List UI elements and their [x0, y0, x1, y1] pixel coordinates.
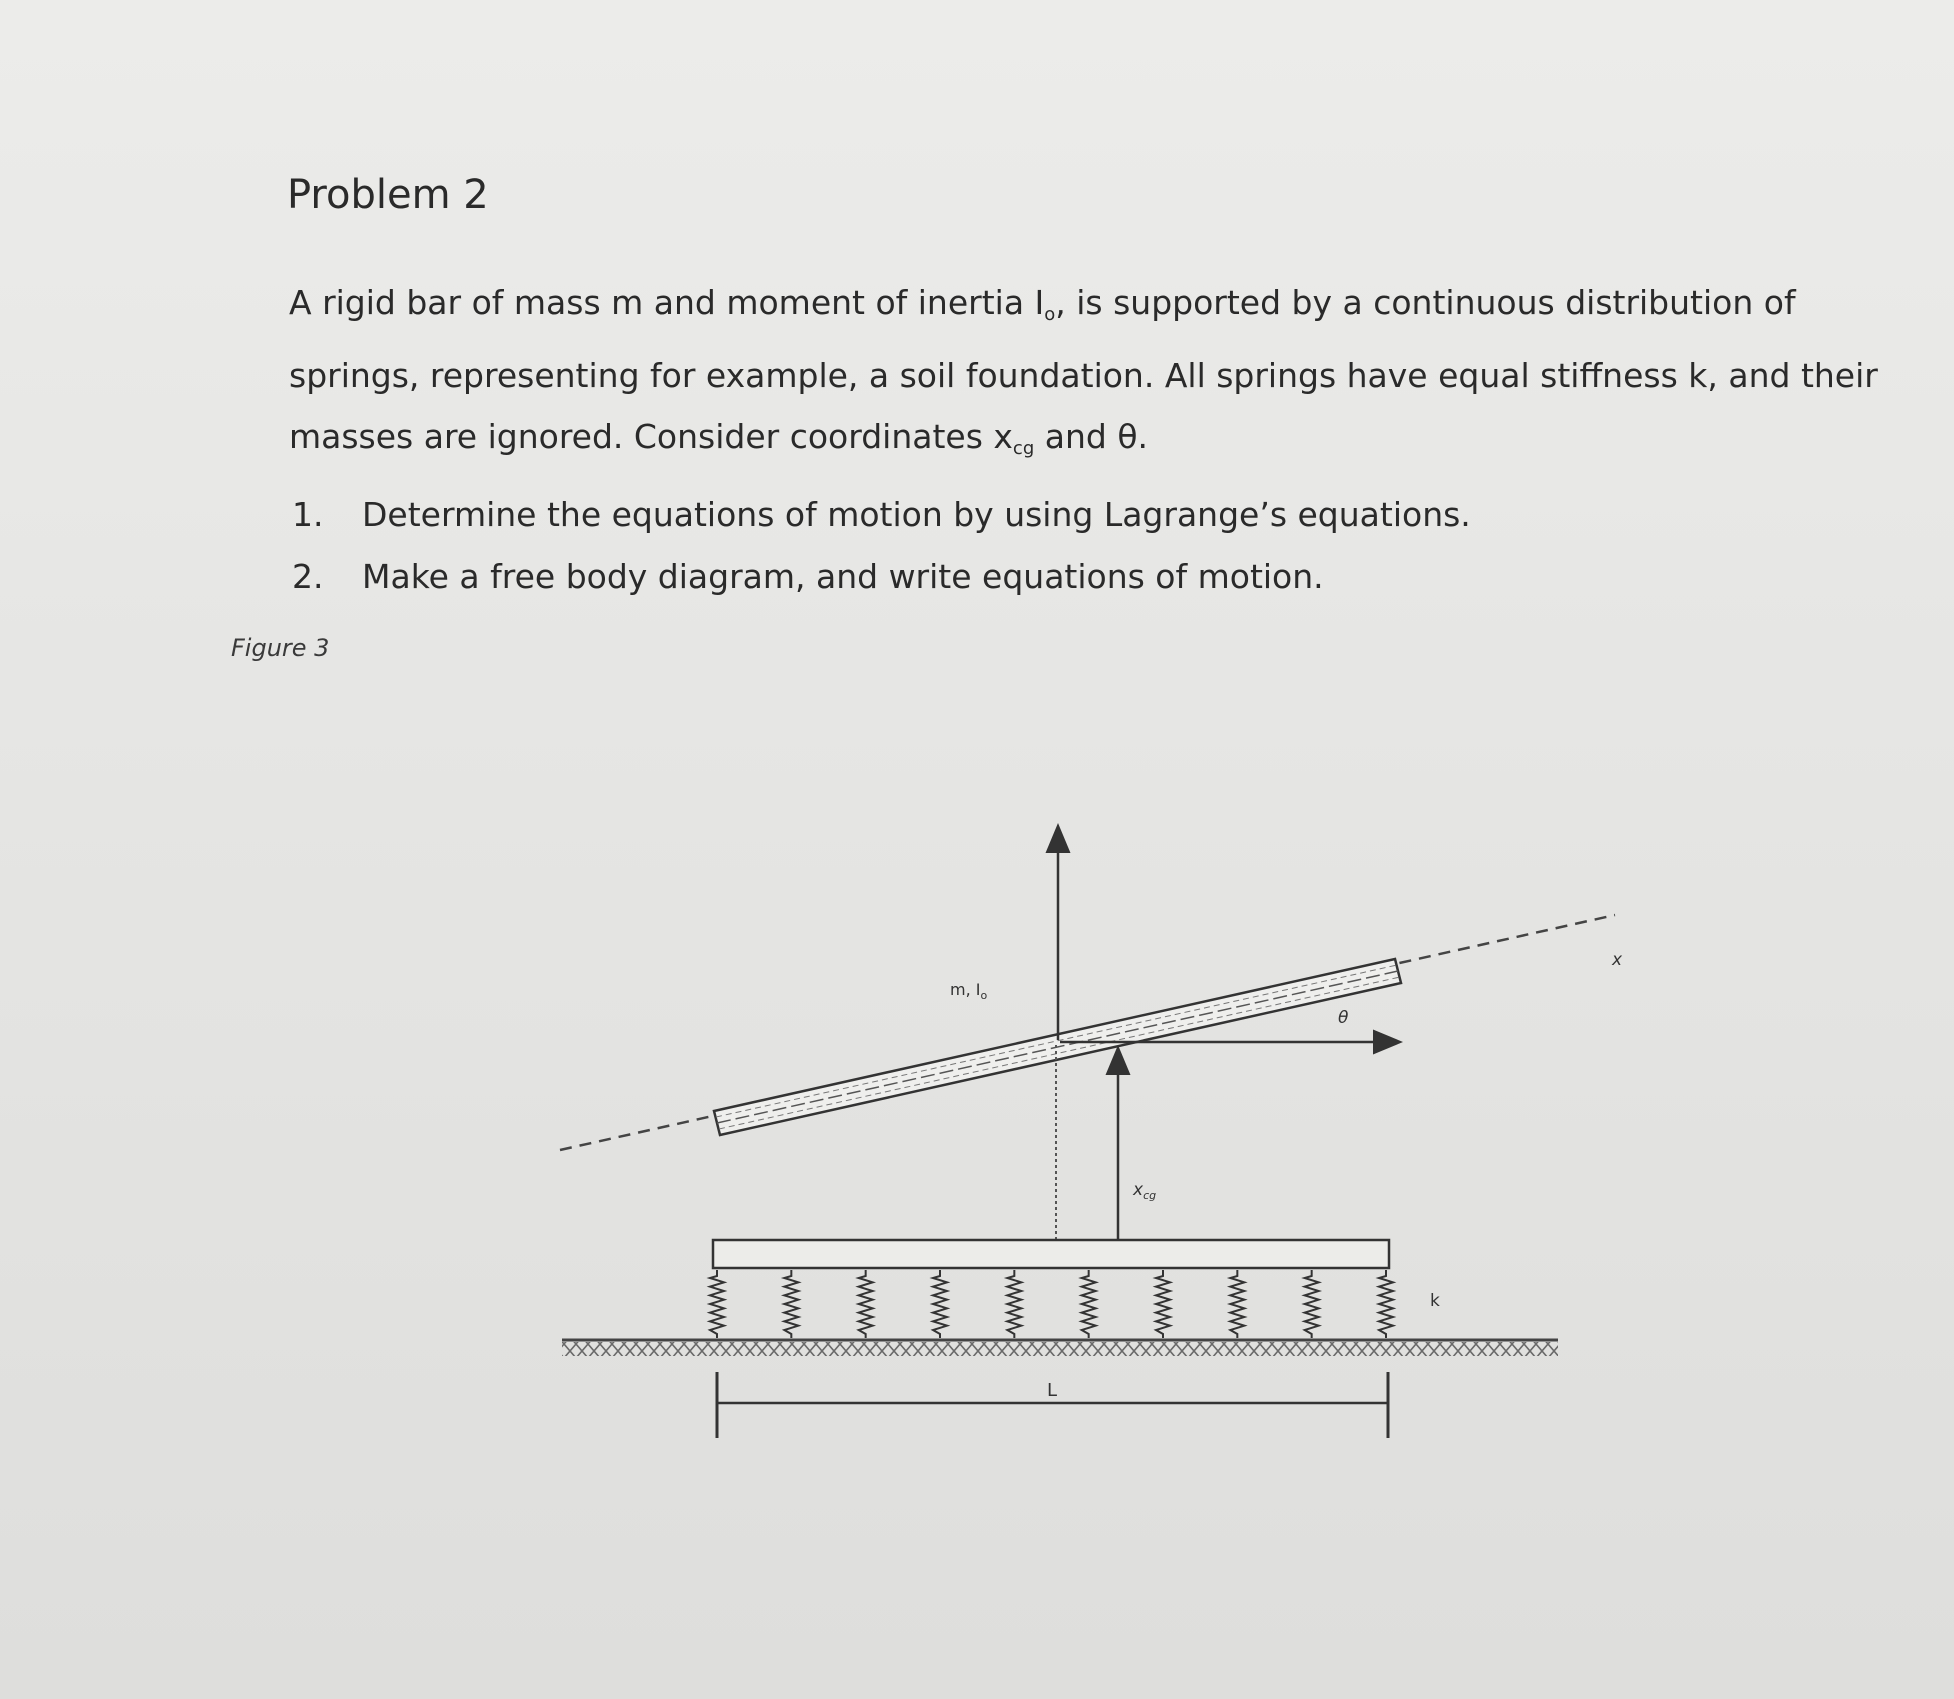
mass-inertia-subscript: o — [980, 989, 988, 1002]
spring — [933, 1270, 947, 1338]
statement-line-1-text: A rigid bar of mass m and moment of inertia I — [289, 283, 1045, 322]
spring — [710, 1270, 724, 1338]
spring-row — [710, 1270, 1393, 1338]
statement-line-3-text: masses are ignored. Consider coordinates x — [289, 417, 1013, 456]
spring-stiffness-label: k — [1430, 1291, 1440, 1311]
xcg-label — [1132, 1180, 1156, 1202]
task-number: 1. — [292, 495, 324, 534]
statement-line-2: springs, representing for example, a soil foundation. All springs have equal stiffness k, and their — [289, 356, 1878, 395]
ground — [562, 1340, 1558, 1356]
task-text: Make a free body diagram, and write equations of motion. — [362, 557, 1324, 596]
mass-inertia-label — [950, 980, 987, 1002]
task-text: Determine the equations of motion by using Lagrange’s equations. — [362, 495, 1471, 534]
spring — [1007, 1270, 1021, 1338]
spring — [859, 1270, 873, 1338]
spring — [1082, 1270, 1096, 1338]
length-label: L — [1047, 1380, 1058, 1401]
theta-label: θ — [1338, 1008, 1349, 1028]
spring — [1230, 1270, 1244, 1338]
inertia-subscript: o — [1044, 304, 1056, 325]
foundation-plate — [713, 1240, 1389, 1268]
spring — [1305, 1270, 1319, 1338]
figure-label: Figure 3 — [231, 634, 330, 662]
spring — [1379, 1270, 1393, 1338]
problem-title: Problem 2 — [287, 172, 489, 218]
x-axis-label: x — [1612, 950, 1623, 970]
spring — [1156, 1270, 1170, 1338]
spring — [784, 1270, 798, 1338]
statement-line-1-tail: , is supported by a continuous distribution of — [1055, 283, 1796, 322]
task-number: 2. — [292, 557, 324, 596]
mass-inertia-text: m, I — [950, 980, 981, 999]
xcg-subscript: cg — [1143, 1189, 1157, 1202]
xcg-text: x — [1133, 1180, 1144, 1200]
coord-subscript: cg — [1012, 438, 1035, 459]
statement-line-3-tail: and θ. — [1034, 417, 1148, 456]
